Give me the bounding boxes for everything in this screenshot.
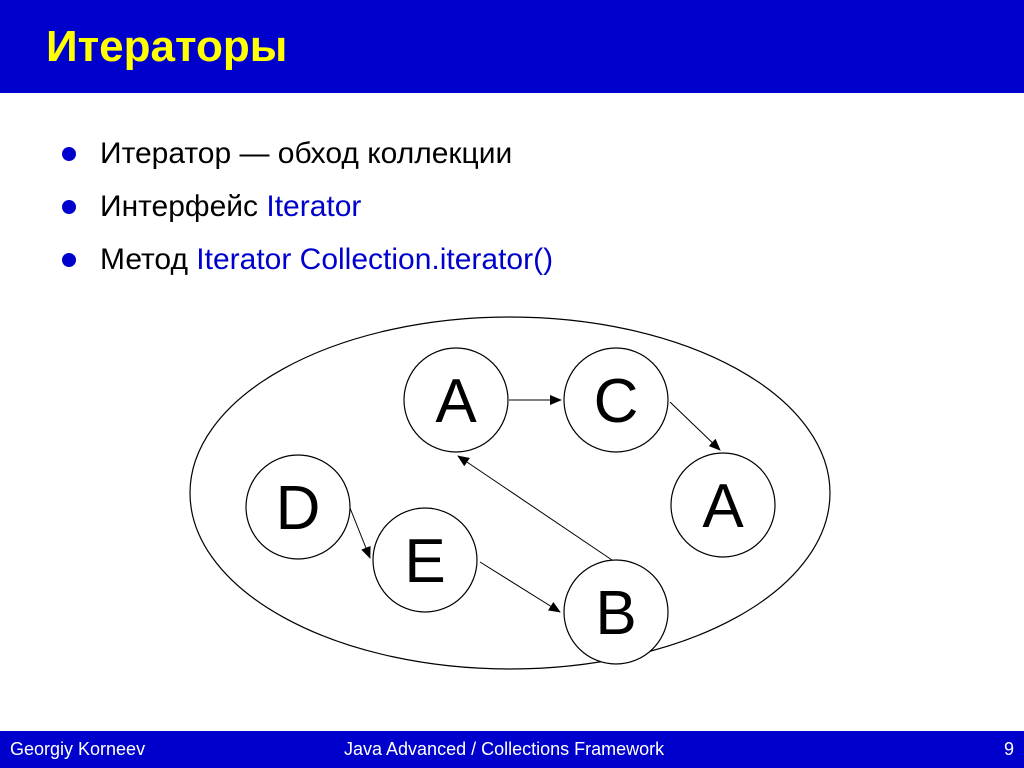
node-label: D (275, 474, 321, 543)
node-label: C (593, 367, 639, 436)
footer-page-number: 9 (1003, 739, 1014, 759)
edge-b-to-a (458, 456, 612, 560)
node-d (246, 455, 350, 559)
footer-course: Java Advanced / Collections Framework (344, 739, 665, 759)
node-a-right (671, 453, 775, 557)
node-label: A (702, 472, 744, 541)
bullet-code: Iterator Collection.iterator() (196, 243, 554, 276)
edge-e-to-b (480, 562, 560, 612)
node-e (373, 508, 477, 612)
edge-d-to-e (350, 508, 370, 558)
node-label: E (404, 527, 446, 596)
bullet-text: Метод (100, 243, 197, 276)
footer-author: Georgiy Korneev (10, 739, 146, 759)
node-label: A (435, 367, 477, 436)
node-b (564, 560, 668, 664)
edge-c-to-a (670, 402, 720, 450)
node-c (564, 348, 668, 452)
node-a-top (404, 348, 508, 452)
footer-bar (0, 731, 1024, 768)
bullet-text: Итератор — обход коллекции (100, 137, 513, 170)
bullet-code: Iterator (266, 190, 362, 223)
bullet-text: Интерфейс (100, 190, 267, 223)
diagram-nodes (246, 348, 775, 664)
node-label: B (595, 579, 637, 648)
slide-title: Итераторы (46, 22, 288, 71)
